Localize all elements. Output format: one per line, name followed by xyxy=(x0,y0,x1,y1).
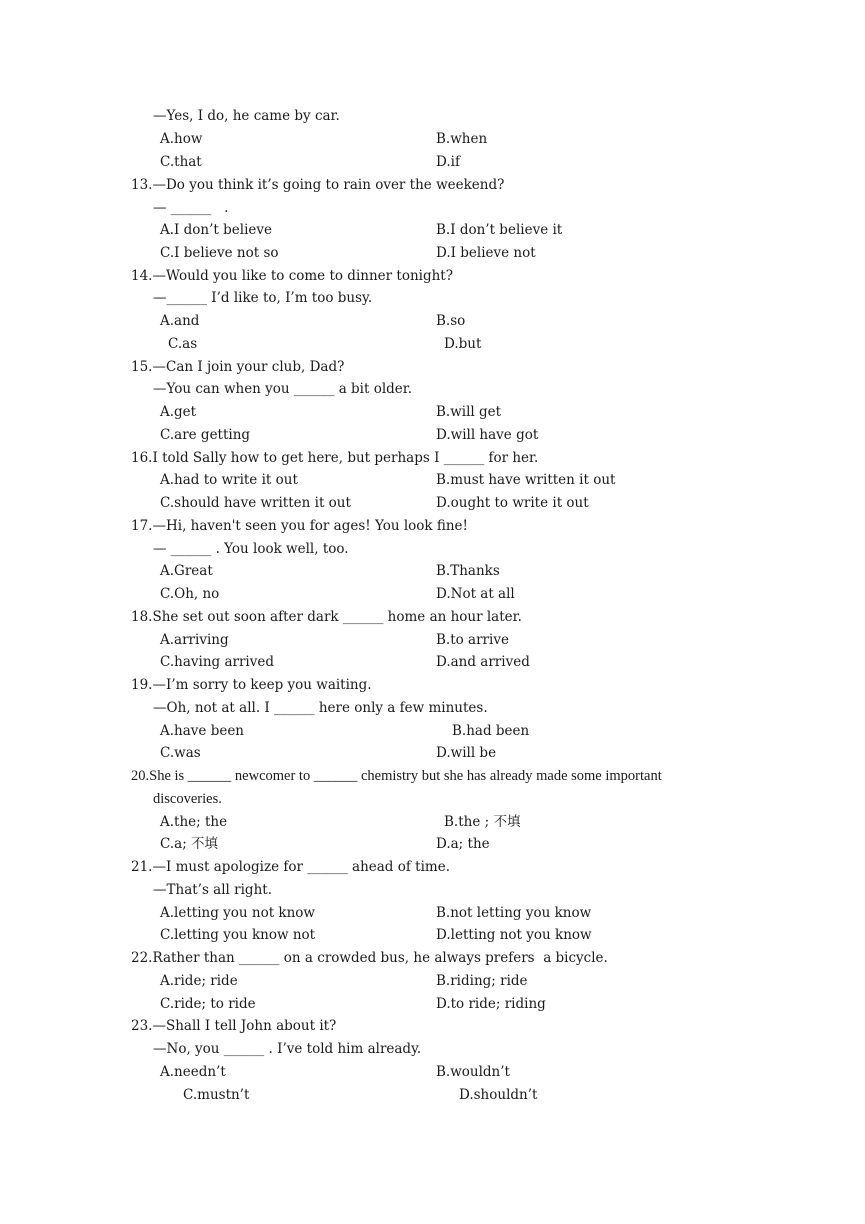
q16-option-c: C.should have written it out xyxy=(160,495,351,511)
q21-option-d: D.letting not you know xyxy=(436,927,592,943)
q20-option-c: C.a; 不填 xyxy=(160,836,219,852)
question-text: —Hi, haven't seen you for ages! You look fine! xyxy=(152,518,468,534)
q23-stem xyxy=(131,1016,336,1036)
q23-option-d: D.shouldn’t xyxy=(459,1087,538,1103)
question-number: 17. xyxy=(131,518,153,534)
question-number: 22. xyxy=(131,950,153,966)
q19-option-b: B.had been xyxy=(452,723,530,739)
q12-option-a: A.how xyxy=(160,131,203,147)
q19-option-a: A.have been xyxy=(160,723,245,739)
question-text: I told Sally how to get here, but perhaps I ______ for her. xyxy=(152,450,539,466)
q16-stem xyxy=(131,448,538,468)
q23-option-a: A.needn’t xyxy=(160,1064,226,1080)
q19-response-line: —Oh, not at all. I ______ here only a few minutes. xyxy=(153,700,488,716)
q16-option-a: A.had to write it out xyxy=(160,472,298,488)
q14-stem xyxy=(131,266,453,286)
question-number: 19. xyxy=(131,677,153,693)
q23-option-c: C.mustn’t xyxy=(183,1087,250,1103)
q12-option-c: C.that xyxy=(160,154,202,170)
q16-option-b: B.must have written it out xyxy=(436,472,616,488)
q18-stem xyxy=(131,607,522,627)
q13-response-line: — ______ . xyxy=(153,200,229,216)
q21-response-line: —That’s all right. xyxy=(153,882,272,898)
q15-stem xyxy=(131,357,344,377)
question-number: 16. xyxy=(131,450,153,466)
q17-stem xyxy=(131,516,468,536)
question-number: 15. xyxy=(131,359,153,375)
q22-option-d: D.to ride; riding xyxy=(436,996,546,1012)
q20-option-d: D.a; the xyxy=(436,836,490,852)
q15-option-a: A.get xyxy=(160,404,197,420)
q21-option-b: B.not letting you know xyxy=(436,905,592,921)
q15-option-d: D.will have got xyxy=(436,427,539,443)
q17-option-d: D.Not at all xyxy=(436,586,515,602)
q22-stem xyxy=(131,948,608,968)
q17-option-a: A.Great xyxy=(160,563,213,579)
q14-response-line: —______ I’d like to, I’m too busy. xyxy=(153,290,373,306)
question-text: —I’m sorry to keep you waiting. xyxy=(152,677,372,693)
q21-option-a: A.letting you not know xyxy=(160,905,315,921)
q18-option-a: A.arriving xyxy=(160,632,229,648)
question-number: 20. xyxy=(131,768,150,784)
q19-option-c: C.was xyxy=(160,745,201,761)
question-text: —I must apologize for ______ ahead of time. xyxy=(152,859,450,875)
q12-option-b: B.when xyxy=(436,131,488,147)
q13-stem xyxy=(131,175,504,195)
q15-option-b: B.will get xyxy=(436,404,502,420)
q18-option-d: D.and arrived xyxy=(436,654,530,670)
q20-option-b: B.the ; 不填 xyxy=(444,814,521,830)
q15-response-line: —You can when you ______ a bit older. xyxy=(153,381,413,397)
q19-stem xyxy=(131,675,372,695)
q23-option-b: B.wouldn’t xyxy=(436,1064,510,1080)
q20-option-a: A.the; the xyxy=(160,814,228,830)
q12-answer-line: —Yes, I do, he came by car. xyxy=(153,108,340,124)
question-text: —Would you like to come to dinner tonight? xyxy=(152,268,453,284)
q12-option-d: D.if xyxy=(436,154,460,170)
q17-option-b: B.Thanks xyxy=(436,563,500,579)
q17-response-line: — ______ . You look well, too. xyxy=(153,541,349,557)
question-text: —Can I join your club, Dad? xyxy=(152,359,345,375)
q14-option-c: C.as xyxy=(168,336,198,352)
q18-option-c: C.having arrived xyxy=(160,654,274,670)
q13-option-a: A.I don’t believe xyxy=(160,222,273,238)
q21-stem xyxy=(131,857,450,877)
question-text: She set out soon after dark ______ home an hour later. xyxy=(152,609,522,625)
question-text: —Shall I tell John about it? xyxy=(152,1018,337,1034)
q20-stem-continued: discoveries. xyxy=(153,791,222,807)
q14-option-b: B.so xyxy=(436,313,466,329)
q22-option-b: B.riding; ride xyxy=(436,973,528,989)
question-text: She is ______ newcomer to ______ chemistry but she has already made some important xyxy=(149,768,662,784)
q22-option-c: C.ride; to ride xyxy=(160,996,256,1012)
q19-option-d: D.will be xyxy=(436,745,497,761)
question-number: 13. xyxy=(131,177,153,193)
question-number: 21. xyxy=(131,859,153,875)
question-number: 18. xyxy=(131,609,153,625)
q22-option-a: A.ride; ride xyxy=(160,973,238,989)
q23-response-line: —No, you ______ . I’ve told him already. xyxy=(153,1041,422,1057)
question-text: —Do you think it’s going to rain over the weekend? xyxy=(152,177,505,193)
q13-option-d: D.I believe not xyxy=(436,245,536,261)
q14-option-d: D.but xyxy=(444,336,482,352)
question-number: 23. xyxy=(131,1018,153,1034)
question-text: Rather than ______ on a crowded bus, he always prefers a bicycle. xyxy=(152,950,608,966)
q13-option-c: C.I believe not so xyxy=(160,245,279,261)
q14-option-a: A.and xyxy=(160,313,200,329)
q20-stem xyxy=(131,766,751,786)
q13-option-b: B.I don’t believe it xyxy=(436,222,563,238)
q18-option-b: B.to arrive xyxy=(436,632,509,648)
q16-option-d: D.ought to write it out xyxy=(436,495,589,511)
q17-option-c: C.Oh, no xyxy=(160,586,220,602)
q21-option-c: C.letting you know not xyxy=(160,927,316,943)
q15-option-c: C.are getting xyxy=(160,427,251,443)
question-number: 14. xyxy=(131,268,153,284)
